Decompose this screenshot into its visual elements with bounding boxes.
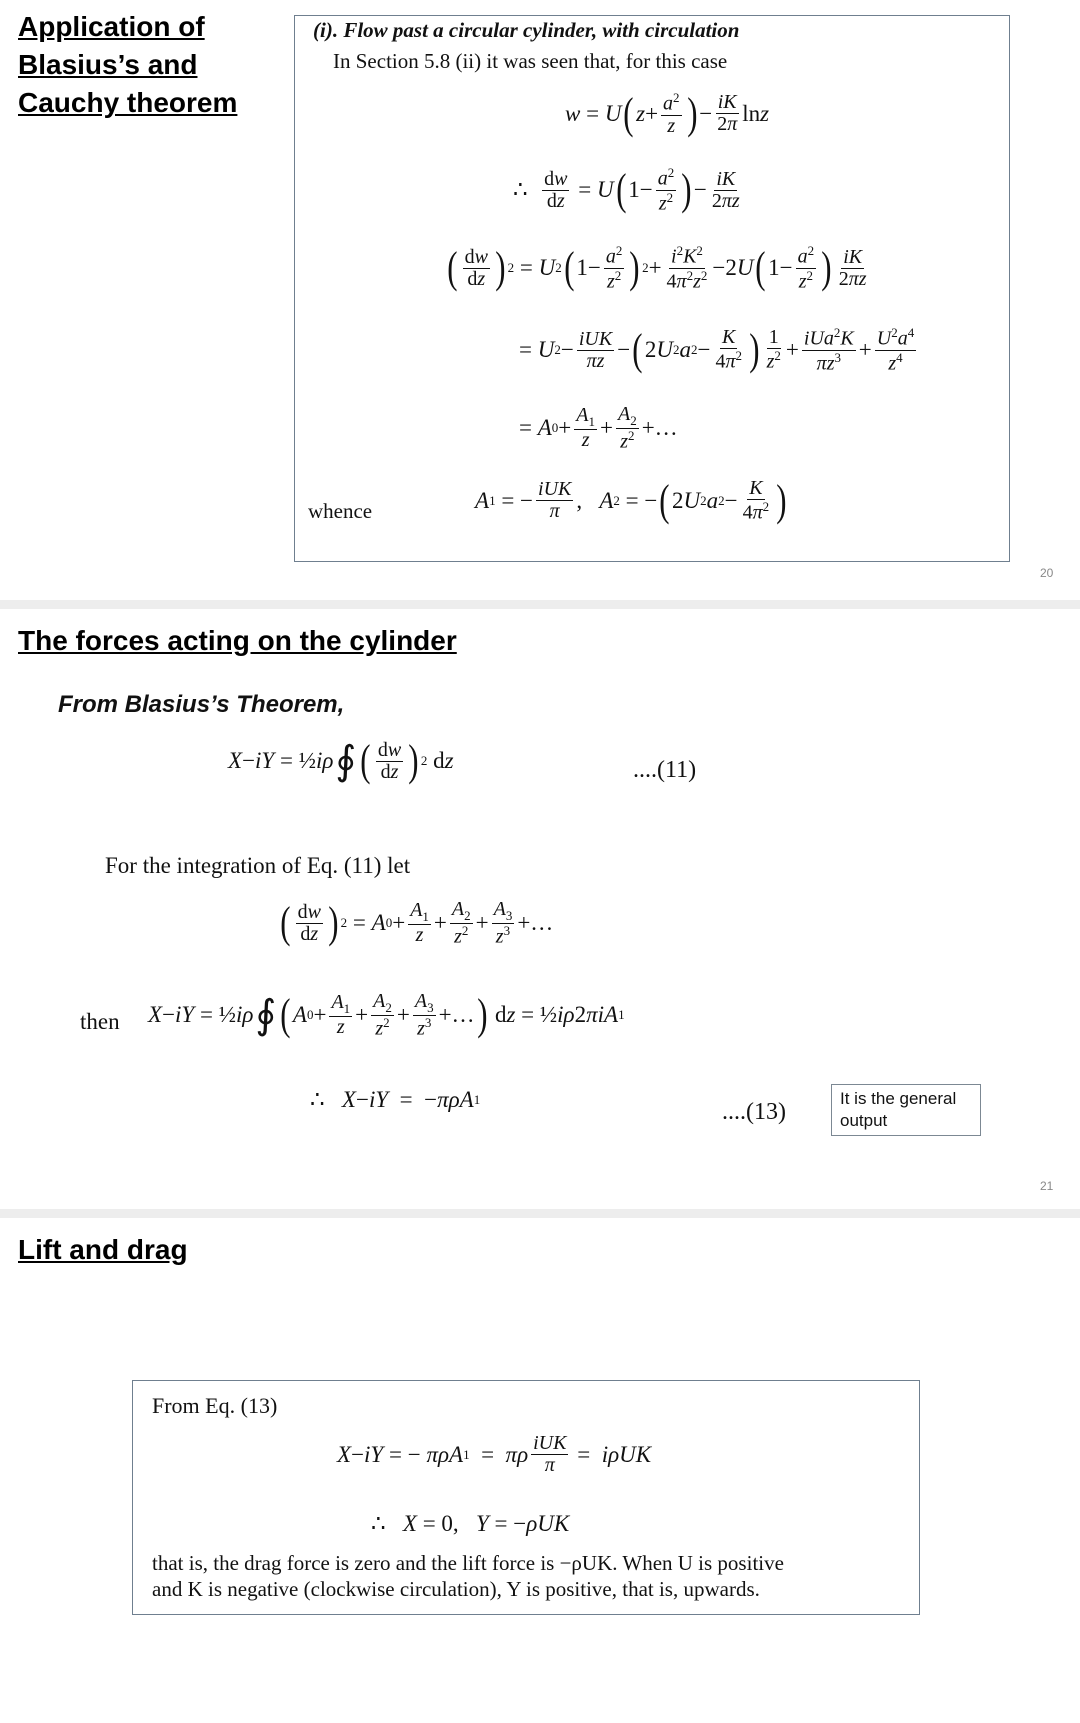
integration-text: For the integration of Eq. (11) let	[105, 853, 411, 878]
equation-integral: X − iY = ½ iρ ∮ ( A 0 + $\frac{A_1}{z}$ + $\frac{A_2}{z^2}$ + $\frac{A_3}{z^3}$ +… ) d z = ½ iρ 2 πiA 1	[148, 990, 625, 1040]
equation-dwdz: ∴ $\frac{dw}{dz}$ = U ( 1− $\frac{a^2}{z^2}$ ) − $\frac{iK}{2\pi z}$	[513, 165, 740, 215]
case-title: (i). Flow past a circular cylinder, with circulation	[313, 18, 740, 42]
equation-expanded: = U 2 − $\frac{\text{iUK}}{\pi z}$ − ( 2 U 2 a 2 − $\frac{K}{4\pi^2}$ ) $\frac{1}{z^2}$ + $\frac{iUa^2K}{\pi z^3}$ + $\frac{U^2a^4}{z^4}$	[519, 325, 915, 375]
slide-3	[0, 1218, 1080, 1723]
equation-w: w = U ( z + $\frac{a^2}{z}$ ) − $\frac{iK}{2\pi}$ ln z	[565, 88, 770, 138]
equation-11-label: ....(11)	[633, 757, 697, 783]
equation-13-label: ....(13)	[722, 1099, 786, 1125]
slide-title: Lift and drag	[18, 1234, 188, 1265]
equation-13: ∴ X − iY = − πρA 1	[310, 1087, 481, 1112]
subheading: From Blasius’s Theorem,	[58, 691, 345, 718]
intro-text: In Section 5.8 (ii) it was seen that, for this case	[333, 49, 728, 73]
slide-title-line: Cauchy theorem	[18, 87, 238, 118]
equation-11: X − iY = ½ iρ ∮ ( $\frac{dw}{dz}$ ) 2 d z	[228, 736, 454, 785]
page-number: 20	[1040, 566, 1054, 580]
equation-xy: ∴ X = 0, Y = − ρUK	[371, 1511, 570, 1536]
conclusion-line: that is, the drag force is zero and the lift force is −ρUK. When U is positive	[152, 1551, 784, 1575]
then-label: then	[80, 1009, 120, 1034]
whence-label: whence	[308, 499, 373, 523]
equation-lift: X − iY = − πρA 1 = πρ $\frac{\text{iUK}}{\pi}$ = iρUK	[337, 1432, 652, 1476]
slide-title	[18, 8, 237, 122]
equation-dwdz-squared: ( $\frac{dw}{dz}$ ) 2 = U 2 ( 1− $\frac{a^2}{z^2}$ ) 2 + $\frac{i^2K^2}{4\pi^2z^2}$ −2 U ( 1− $\frac{a^2}{z^2}$ ) $\frac{iK}{2\pi z}$	[447, 243, 867, 293]
slide-2	[0, 609, 1080, 1209]
conclusion-line: and K is negative (clockwise circulation), Y is positive, that is, upwards.	[152, 1577, 760, 1601]
page-number: 21	[1040, 1179, 1054, 1193]
slide-separator	[0, 600, 1080, 609]
slide-separator	[0, 1209, 1080, 1218]
slide-title-line: Application of	[18, 11, 205, 42]
equation-series-expansion: ( $\frac{dw}{dz}$ ) 2 = A 0 + $\frac{A_1}{z}$ + $\frac{A_2}{z^2}$ + $\frac{A_3}{z^3}$ +…	[280, 898, 554, 948]
equation-series: = A 0 + $\frac{A_1}{z}$ + $\frac{A_2}{z^2}$ +…	[519, 403, 678, 453]
from-eq-text: From Eq. (13)	[152, 1393, 278, 1418]
slide-title: The forces acting on the cylinder	[18, 625, 457, 656]
equation-coefficients: A 1 = − $\frac{\text{iUK}}{\pi}$ , A 2 = − ( 2 U 2 a 2 − $\frac{K}{4\pi^2}$ )	[475, 475, 787, 525]
general-output-note: It is the general output	[831, 1084, 981, 1136]
derivation-box	[294, 15, 1010, 562]
slide-title-line: Blasius’s and	[18, 49, 198, 80]
lift-drag-box	[132, 1380, 920, 1615]
slide-1	[0, 0, 1080, 600]
